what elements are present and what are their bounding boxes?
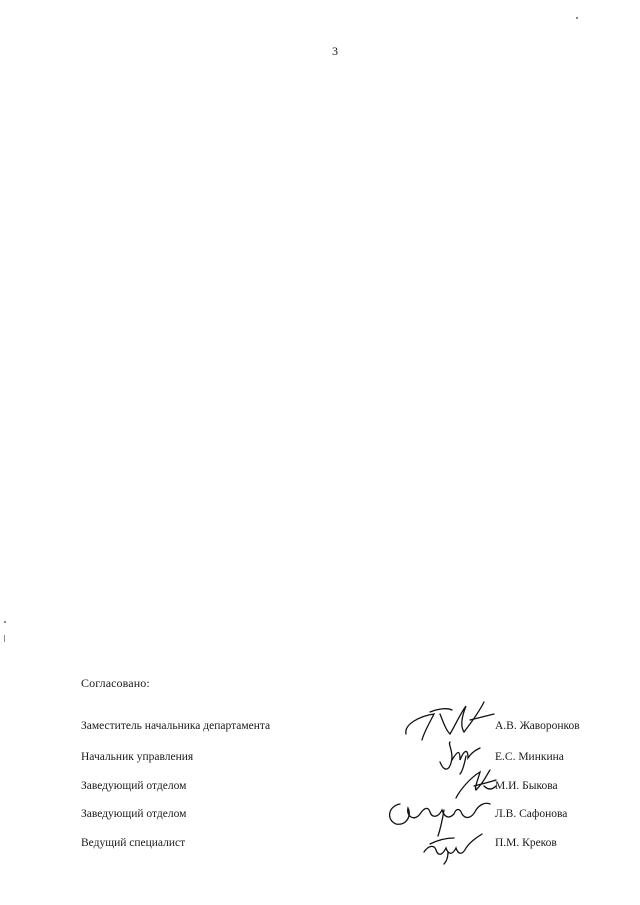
- signatory-row: [81, 837, 581, 855]
- scan-speck: [4, 621, 6, 623]
- signatory-name: Е.С. Минкина: [495, 751, 564, 763]
- signatory-row: [81, 751, 581, 769]
- page-number: 3: [332, 44, 338, 58]
- signatory-position: Заведующий отделом: [81, 780, 187, 792]
- signature-krekov: [418, 826, 488, 866]
- signatory-row: [81, 780, 581, 798]
- signatory-position: Заведующий отделом: [81, 808, 187, 820]
- signatory-name: А.В. Жаворонков: [495, 720, 580, 732]
- signatory-name: П.М. Креков: [495, 837, 557, 849]
- scan-speck: [4, 635, 5, 642]
- signatory-name: М.И. Быкова: [495, 780, 558, 792]
- signatory-row: [81, 720, 581, 738]
- signatory-name: Л.В. Сафонова: [495, 808, 568, 820]
- signatory-row: [81, 808, 581, 826]
- scan-speck: [576, 17, 578, 19]
- signatory-position: Ведущий специалист: [81, 837, 186, 849]
- signatory-position: Заместитель начальника департамента: [81, 720, 271, 732]
- approval-heading: Согласовано:: [81, 676, 150, 690]
- signatory-position: Начальник управления: [81, 751, 194, 763]
